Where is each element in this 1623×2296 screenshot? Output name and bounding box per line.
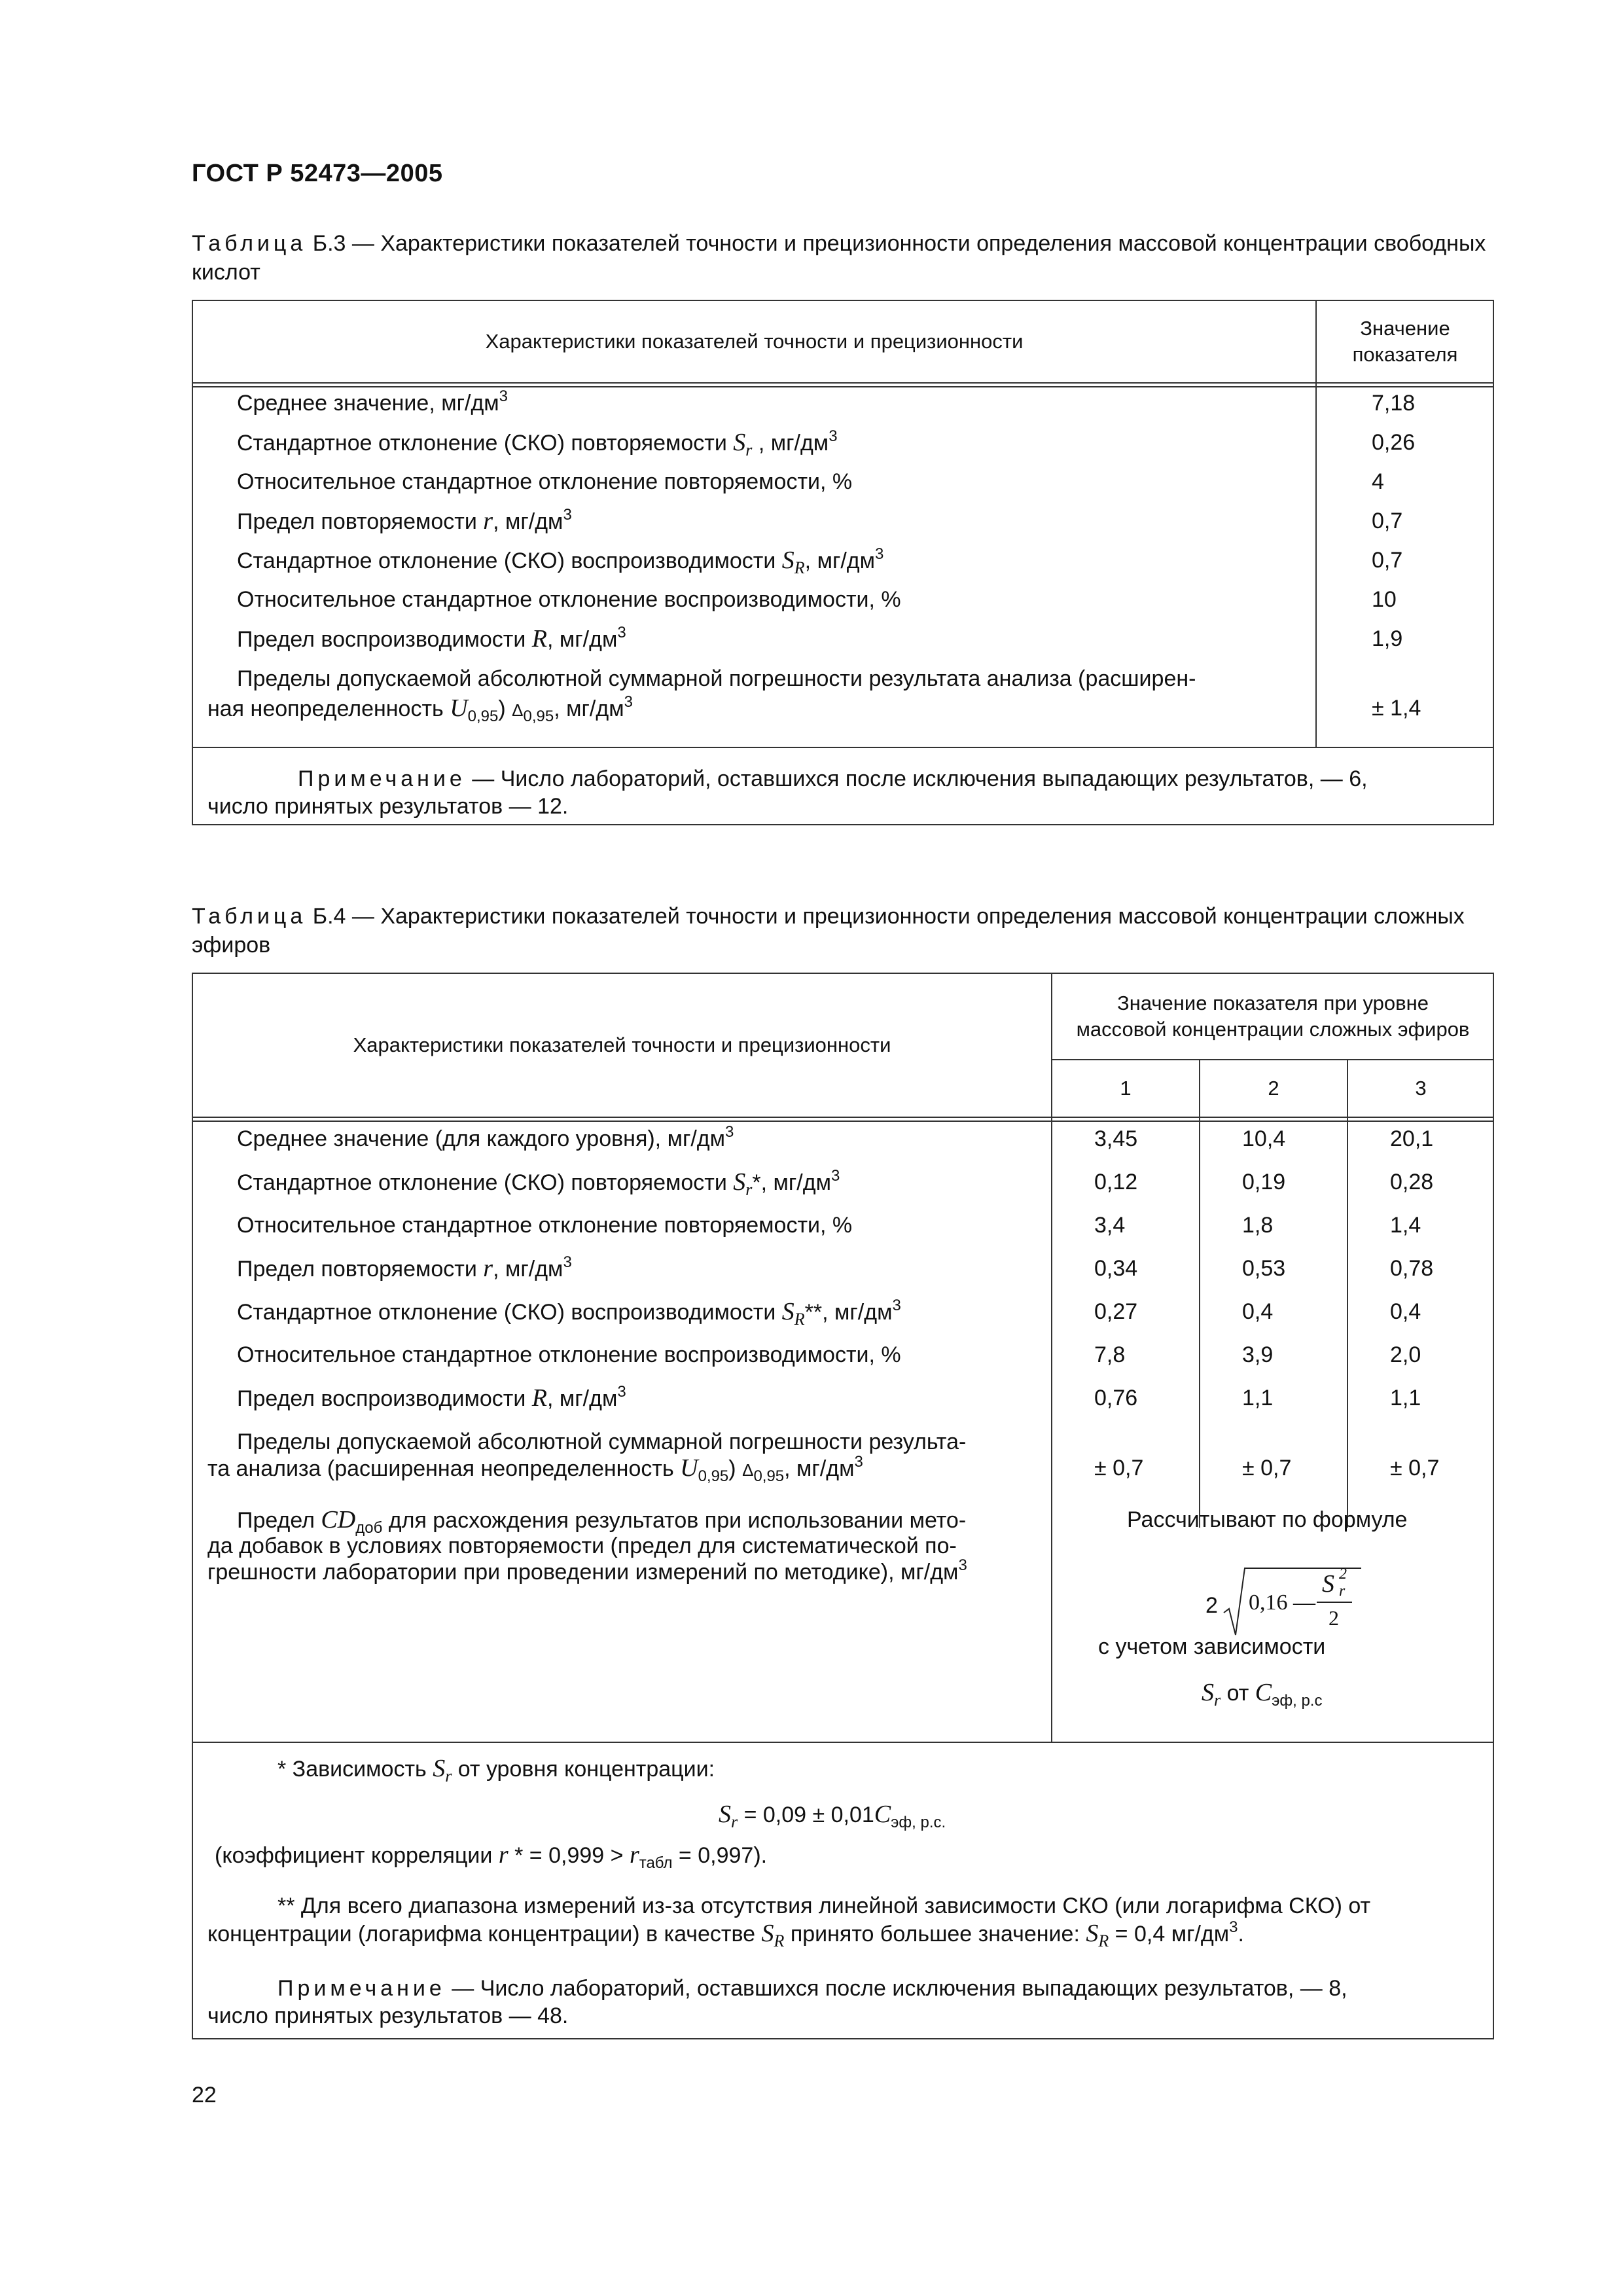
table-row: Относительное стандартное отклонение воспроизводимости, %	[237, 587, 901, 612]
dependence-text: с учетом зависимости	[1098, 1634, 1326, 1659]
table-b4-note: Примечание — Число лабораторий, оставшихся после исключения выпадающих результатов, — 8,	[277, 1976, 1347, 2001]
table-row: Среднее значение, $мг/дм^3$	[237, 387, 508, 416]
footnote-1-formula: $S_r = 0,09 \pm 0,01C_{эф, р.с.}$	[719, 1801, 946, 1831]
table-b3-caption	[192, 229, 1501, 287]
table-row: Пределы допускаемой абсолютной суммарной погрешности результата анализа (расширен-	[237, 666, 1196, 691]
footnote-1-correlation: (коэффициент корреляции r * = $0,999 > r_{табл} = 0,997$).	[215, 1841, 768, 1872]
table-cell: 0,34	[1094, 1256, 1138, 1281]
table-row: Стандартное отклонение (СКО) воспроизводимости $S_R$, $мг/дм^3$	[237, 545, 884, 577]
level-1-header: 1	[1120, 1077, 1132, 1100]
table-cell: ± 0,7	[1242, 1456, 1292, 1480]
footnote-2-line2: концентрации (логарифма концентрации) в качестве $S_R$ принято большее значение: $S_R = 0,4$ $мг/дм^3$.	[207, 1918, 1244, 1950]
footnote-2: ** Для всего диапазона измерений из-за отсутствия линейной зависимости СКО (или логарифма СКО) от	[277, 1893, 1371, 1918]
table-row: Стандартное отклонение (СКО) воспроизводимости $S_R**$, $мг/дм^3$	[237, 1297, 901, 1329]
table-cell: ± 1,4	[1372, 696, 1421, 721]
table-cell: 0,7	[1372, 509, 1403, 533]
table-row: Предел воспроизводимости R, $мг/дм^3$	[237, 1383, 626, 1412]
table-b3-header-value: Значение показателя	[1352, 317, 1458, 366]
table-cell: 3,45	[1094, 1126, 1138, 1151]
page-number: 22	[192, 2083, 217, 2108]
table-row: Предел повторяемости r, $мг/дм^3$	[237, 1253, 572, 1282]
table-cell: 7,18	[1372, 391, 1416, 416]
table-cell: 0,12	[1094, 1170, 1138, 1194]
table-b3-note-line2: число принятых результатов — 12.	[207, 794, 569, 819]
table-cell: 4	[1372, 469, 1384, 494]
table-cell: ± 0,7	[1094, 1456, 1144, 1480]
footnote-1: * Зависимость $S_r$ от уровня концентрации:	[277, 1755, 715, 1785]
table-row: Предел повторяемости r, $мг/дм^3$	[237, 506, 572, 535]
table-cell: 3,4	[1094, 1213, 1126, 1238]
table-cell: 1,4	[1390, 1213, 1421, 1238]
table-cell: 0,27	[1094, 1299, 1138, 1324]
table-cell: ± 0,7	[1390, 1456, 1440, 1480]
level-3-header: 3	[1415, 1077, 1427, 1100]
formula-intro: Рассчитывают по формуле	[1127, 1507, 1408, 1532]
table-cell: 0,4	[1242, 1299, 1274, 1324]
caption-word: Таблица	[192, 231, 307, 256]
table-b4-note-line2: число принятых результатов — 48.	[207, 2003, 569, 2028]
table-cell: 20,1	[1390, 1126, 1434, 1151]
table-cell: 0,53	[1242, 1256, 1286, 1281]
table-b4-header-group: Значение показателя при уровне массовой концентрации сложных эфиров	[1076, 992, 1470, 1041]
sqrt-formula: 2 0,16 — S 2 r 2	[1196, 1562, 1366, 1641]
table-row-cont: да добавок в условиях повторяемости (предел для систематической по-	[207, 1534, 957, 1558]
level-2-header: 2	[1268, 1077, 1279, 1100]
table-row: Стандартное отклонение (СКО) повторяемости $S_r*$, $мг/дм^3$	[237, 1167, 840, 1199]
table-row-cont: грешности лаборатории при проведении измерений по методике), $мг/дм^3$	[207, 1556, 967, 1585]
table-cell: 0,28	[1390, 1170, 1434, 1194]
table-cell: 0,76	[1094, 1386, 1138, 1410]
table-row: Среднее значение (для каждого уровня), $мг/дм^3$	[237, 1123, 734, 1151]
table-row: Относительное стандартное отклонение воспроизводимости, %	[237, 1342, 901, 1367]
table-row: Относительное стандартное отклонение повторяемости, %	[237, 1213, 853, 1238]
table-b3-header-name: Характеристики показателей точности и прецизионности	[485, 330, 1024, 353]
table-cell: 1,8	[1242, 1213, 1274, 1238]
table-cell: 0,7	[1372, 548, 1403, 573]
table-cell: 7,8	[1094, 1342, 1126, 1367]
table-cell: 1,1	[1242, 1386, 1274, 1410]
caption-text: Б.3 — Характеристики показателей точности и прецизионности определения массовой концентрации свободных кислот	[192, 231, 1486, 285]
table-b3-note: Примечание — Число лабораторий, оставшихся после исключения выпадающих результатов, — 6,	[298, 766, 1368, 791]
table-cell: 0,78	[1390, 1256, 1434, 1281]
table-row-cont: та анализа (расширенная неопределенность $U_{0,95}$) $\Delta_{0,95}$, $мг/дм^3$	[207, 1453, 863, 1485]
table-cell: 0,26	[1372, 430, 1416, 455]
table-cell: 10	[1372, 587, 1397, 612]
table-cell: 1,1	[1390, 1386, 1421, 1410]
table-cell: 0,19	[1242, 1170, 1286, 1194]
table-b4-header-name: Характеристики показателей точности и прецизионности	[353, 1033, 891, 1056]
table-cell: 3,9	[1242, 1342, 1274, 1367]
table-cell: 2,0	[1390, 1342, 1421, 1367]
table-row: Предел $CD_{доб}$ для расхождения результатов при использовании мето-	[237, 1506, 967, 1537]
table-row: Относительное стандартное отклонение повторяемости, %	[237, 469, 853, 494]
table-b4-caption: Таблица Б.4 — Характеристики показателей точности и прецизионности определения массовой концентрации сложных эфиров	[192, 904, 1465, 958]
dependence-formula: $S_r$ от $C_{эф, р.с}$	[1202, 1679, 1323, 1710]
table-row: Предел воспроизводимости R, $мг/дм^3$	[237, 624, 626, 653]
document-code: ГОСТ Р 52473—2005	[192, 160, 443, 187]
table-row: Пределы допускаемой абсолютной суммарной погрешности результа-	[237, 1429, 967, 1454]
table-row-cont: ная неопределенность $U_{0,95}$) $\Delta_{0,95}$, $мг/дм^3$	[207, 693, 633, 725]
table-cell: 10,4	[1242, 1126, 1286, 1151]
table-cell: 0,4	[1390, 1299, 1421, 1324]
table-row: Стандартное отклонение (СКО) повторяемости $S_r$ , $мг/дм^3$	[237, 427, 838, 459]
table-cell: 1,9	[1372, 626, 1403, 651]
